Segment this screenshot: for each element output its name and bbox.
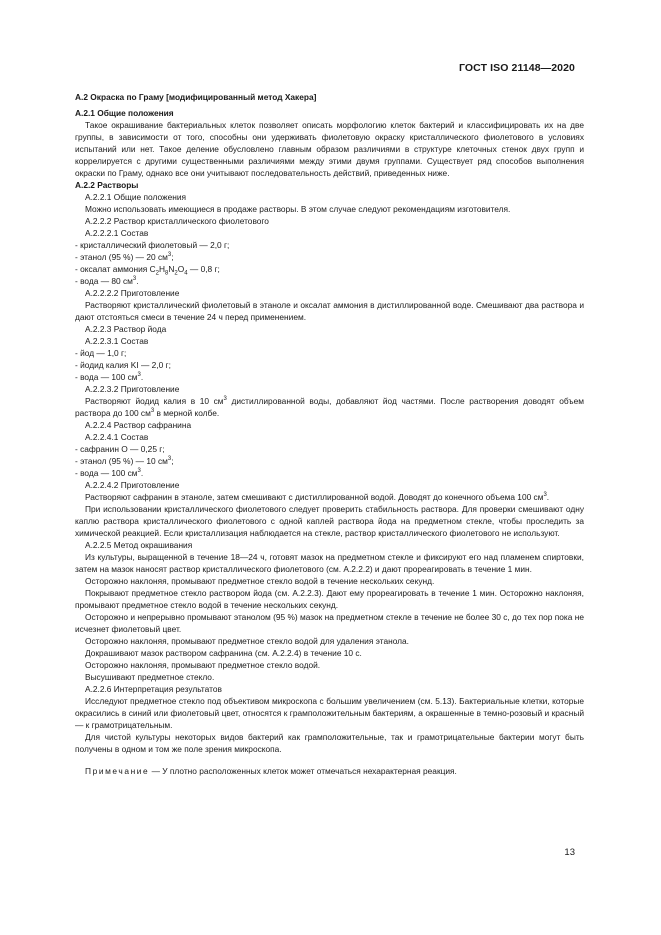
section-a2232-text: Растворяют йодид калия в 10 $см^3$ дистиллированной воды, добавляют йод частями. После растворения доводят объем раствора до 100 $см^3$ в мерной колбе.: [75, 396, 584, 418]
list-item: - оксалат аммония $С_2Н_8N_2О_4$ — 0,8 г;: [75, 264, 220, 277]
staining-step-7: Осторожно наклоняя, промывают предметное стекло водой.: [85, 660, 321, 670]
section-a2222-title: А.2.2.2.2 Приготовление: [85, 288, 180, 298]
section-a224-title: А.2.2.4 Раствор сафранина: [85, 420, 192, 430]
section-a223-title: А.2.2.3 Раствор йода: [85, 324, 167, 334]
section-a2221-title: А.2.2.2.1 Состав: [85, 228, 149, 238]
section-a22-title: А.2.2 Растворы: [75, 180, 139, 190]
document-code: ГОСТ ISO 21148—2020: [458, 62, 575, 74]
section-a2242-title: А.2.2.4.2 Приготовление: [85, 480, 180, 490]
note: [75, 765, 584, 777]
staining-step-8: Высушивают предметное стекло.: [85, 672, 215, 682]
section-a2-title: А.2 Окраска по Граму [модифицированный метод Хакера]: [75, 92, 317, 102]
section-a2231-title: А.2.2.3.1 Состав: [85, 336, 149, 346]
list-item: - вода — 100 $см^3$.: [75, 468, 144, 478]
staining-step-4: Осторожно и непрерывно промывают этанолом (95 %) мазок на предметном стекле в течение не более 30 с, до тех пор пока не исчезнет фиолетовый цвет.: [75, 612, 584, 634]
staining-step-3: Покрывают предметное стекло раствором йода (см. А.2.2.3). Дают ему прореагировать в течение 1 мин. Осторожно наклоняя, промывают предметное стекло водой в течение нескольких секунд.: [75, 588, 584, 610]
staining-step-5: Осторожно наклоняя, промывают предметное стекло водой для удаления этанола.: [85, 636, 409, 646]
crystal-violet-check-text: При использовании кристаллического фиолетового следует проверить стабильность раствора. Для проверки смешивают одну каплю раствора кристаллического фиолетового с одной каплей раствора йода на предметном стекле, чтобы проследить за химической реакцией. Если кристаллизация наблюдается на стекле, раствор кристаллического фиолетового не используют.: [75, 504, 584, 538]
staining-step-1: Из культуры, выращенной в течение 18—24 ч, готовят мазок на предметном стекле и фиксируют его над пламенем спиртовки, затем на мазок наносят раствор кристаллического фиолетового (см. А.2.2.2) и дают прореагировать в течение 1 мин.: [75, 552, 584, 574]
section-a2222-text: Растворяют кристаллический фиолетовый в этаноле и оксалат аммония в дистиллированной воде. Смешивают два раствора и дают отстояться смеси в течение 24 ч перед применением.: [75, 300, 584, 322]
interpretation-text-1: Исследуют предметное стекло под объективом микроскопа с большим увеличением (см. 5.13). Бактериальные клетки, которые окрасились в синий или фиолетовый цвет, относятся к грамположительным бактериям, а окрашенные в темно-розовый и красный — к грамотрицательным.: [75, 696, 584, 730]
section-a221-text: Можно использовать имеющиеся в продаже растворы. В этом случае следуют рекомендациям изготовителя.: [85, 204, 511, 214]
section-a2242-text: Растворяют сафранин в этаноле, затем смешивают с дистиллированной водой. Доводят до конечного объема 100 $см^3$.: [85, 492, 550, 502]
section-a226-title: А.2.2.6 Интерпретация результатов: [85, 684, 222, 694]
list-item: - йод — 1,0 г;: [75, 348, 127, 358]
list-item: - вода — 80 $см^3$.: [75, 276, 139, 286]
list-item: - кристаллический фиолетовый — 2,0 г;: [75, 240, 230, 250]
page-number: 13: [564, 847, 575, 858]
list-item: - сафранин О — 0,25 г;: [75, 444, 165, 454]
note-label: Примечание: [85, 766, 150, 776]
section-a225-title: А.2.2.5 Метод окрашивания: [85, 540, 193, 550]
section-a222-title: А.2.2.2 Раствор кристаллического фиолетового: [85, 216, 269, 226]
list-item: - йодид калия KI — 2,0 г;: [75, 360, 171, 370]
page-body: [75, 91, 584, 777]
section-a2232-title: А.2.2.3.2 Приготовление: [85, 384, 180, 394]
section-a221-title: А.2.2.1 Общие положения: [85, 192, 187, 202]
section-a21-title: А.2.1 Общие положения: [75, 108, 174, 118]
interpretation-text-2: Для чистой культуры некоторых видов бактерий как грамположительные, так и грамотрицательные бактерии могут быть получены в одном и том же поле зрения микроскопа.: [75, 732, 584, 754]
staining-step-2: Осторожно наклоняя, промывают предметное стекло водой в течение нескольких секунд.: [85, 576, 435, 586]
list-item: - этанол (95 %) — 20 $см^3$;: [75, 252, 174, 262]
note-text: — У плотно расположенных клеток может отмечаться нехарактерная реакция.: [149, 766, 457, 776]
staining-step-6: Докрашивают мазок раствором сафранина (см. А.2.2.4) в течение 10 с.: [85, 648, 362, 658]
section-a21-text: Такое окрашивание бактериальных клеток позволяет описать морфологию клеток бактерий и классифицировать их на две группы, в зависимости от того, способны они удерживать фиолетовую окраску кристаллического фиолетового в условиях испытаний или нет. Такое деление обусловлено главным образом различиями в структуре клеточных стенок двух групп и коррелируется с другими существенными различиями между этими двумя группами. Существует ряд способов выполнения окраски по Граму, однако все они учитывают последовательность действий, приведенных ниже.: [75, 120, 584, 178]
section-a2241-title: А.2.2.4.1 Состав: [85, 432, 149, 442]
list-item: - этанол (95 %) — 10 $см^3$;: [75, 456, 174, 466]
list-item: - вода — 100 $см^3$.: [75, 372, 144, 382]
